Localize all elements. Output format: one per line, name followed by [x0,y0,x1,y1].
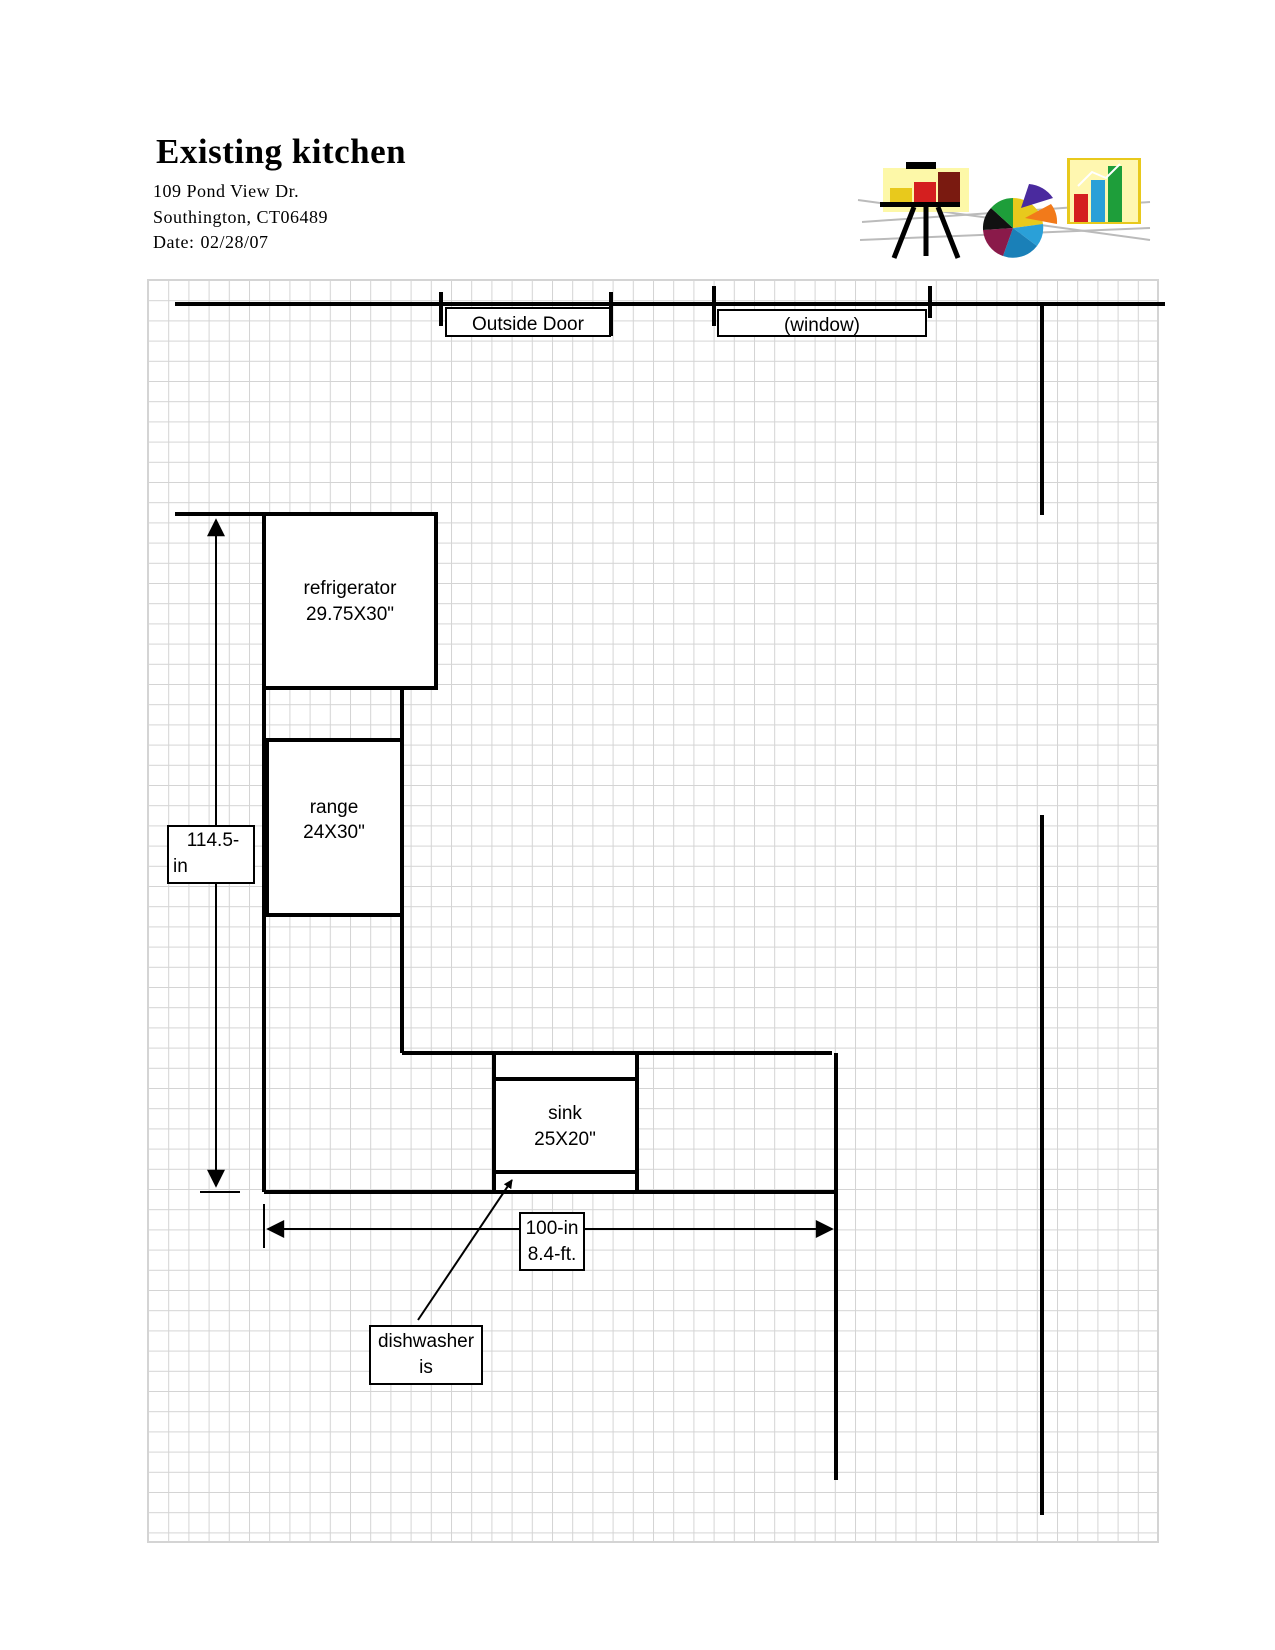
page-title: Existing kitchen [156,132,407,171]
dishwasher-note-line1: dishwasher [377,1331,475,1352]
charts-clipart-icon [858,158,1150,258]
address-street: 109 Pond View Dr. [153,181,300,201]
refrigerator-label: refrigerator [303,578,397,599]
vertical-dimension-line2: in [173,856,188,877]
horizontal-dimension-line2: 8.4-ft. [527,1244,577,1265]
sink [494,1079,637,1172]
range-size: 24X30" [303,822,365,843]
range-label: range [309,797,359,818]
date-label: Date: [153,232,195,252]
horizontal-dimension-line1: 100-in [525,1218,579,1239]
outside-door-label: Outside Door [472,314,584,335]
date-value: 02/28/07 [200,232,269,252]
refrigerator [264,514,436,688]
dishwasher-note-line2: is [419,1357,433,1378]
sink-label: sink [548,1103,582,1124]
sink-size: 25X20" [534,1129,596,1150]
address-city: Southington, CT06489 [153,207,329,227]
vertical-dimension-line1: 114.5- [186,830,240,851]
refrigerator-size: 29.75X30" [305,604,395,625]
window-label: (window) [783,315,861,336]
